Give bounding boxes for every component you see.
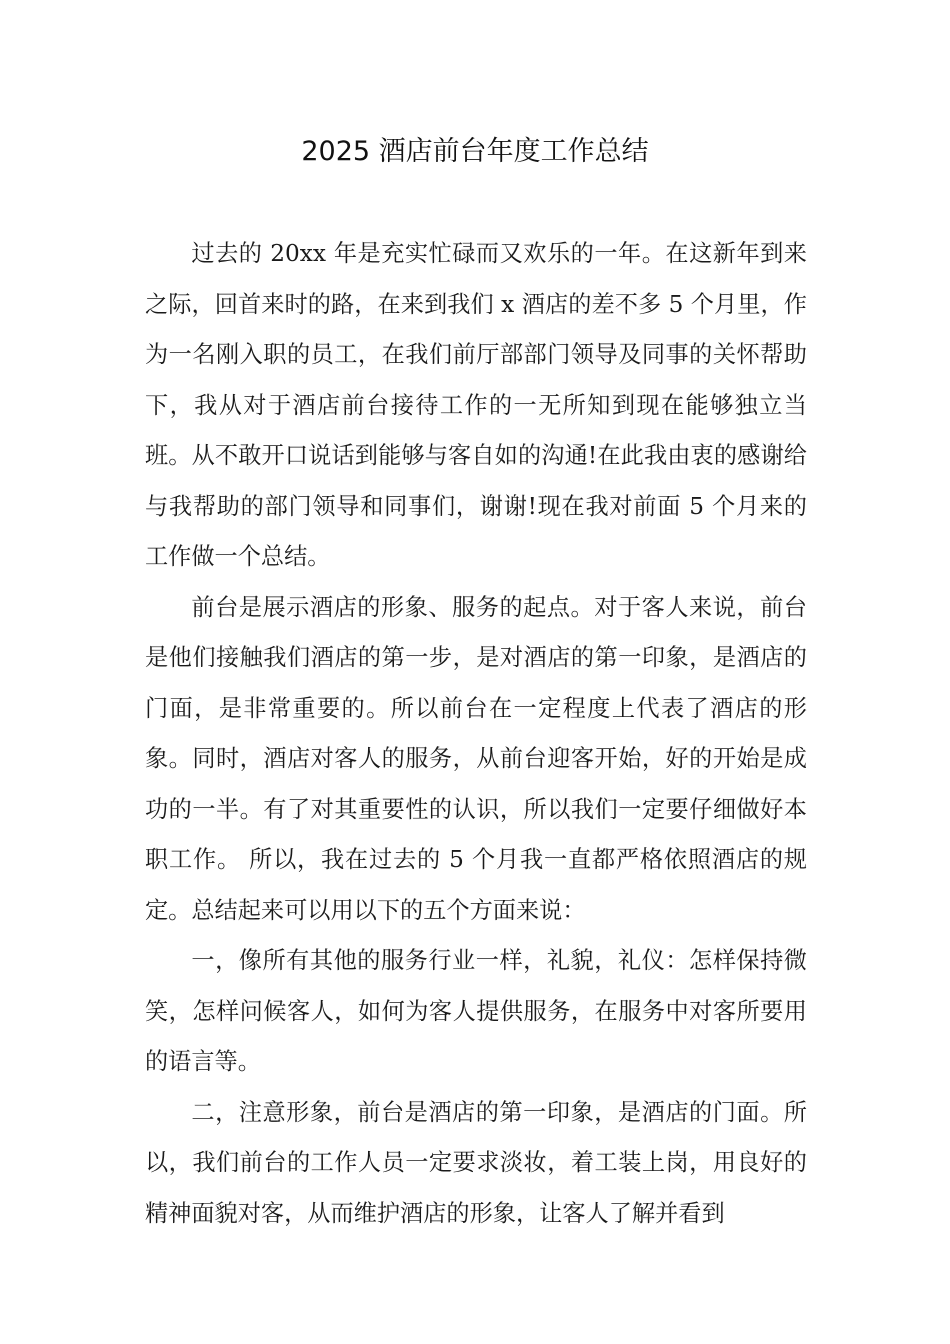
paragraph-4: 二，注意形象，前台是酒店的第一印象，是酒店的门面。所以，我们前台的工作人员一定要求淡妆，着工装上岗，用良好的精神面貌对客，从而维护酒店的形象，让客人了解并看到: [145, 1098, 807, 1227]
paragraph-2: 前台是展示酒店的形象、服务的起点。对于客人来说，前台是他们接触我们酒店的第一步，是对酒店的第一印象，是酒店的门面，是非常重要的。所以前台在一定程度上代表了酒店的形象。同时，酒店对客人的服务，从前台迎客开始，好的开始是成功的一半。有了对其重要性的认识，所以我们一定要仔细做好本职工作。 所以，我在过去的 5 个月我一直都严格依照酒店的规定。总结起来可以用以下的五个方面来说：: [145, 593, 807, 924]
paragraph-1: 过去的 20xx 年是充实忙碌而又欢乐的一年。在这新年到来之际，回首来时的路，在来到我们 x 酒店的差不多 5 个月里，作为一名刚入职的员工，在我们前厅部部门领导及同事的关怀帮助下，我从对于酒店前台接待工作的一无所知到现在能够独立当班。从不敢开口说话到能够与客自如的沟通!在此我由衷的感谢给与我帮助的部门领导和同事们，谢谢!现在我对前面 5 个月来的工作做一个总结。: [145, 240, 807, 570]
document-title: 2025 酒店前台年度工作总结: [301, 136, 649, 167]
document-body: [145, 229, 807, 1239]
paragraph-3: 一，像所有其他的服务行业一样，礼貌，礼仪：怎样保持微笑，怎样问候客人，如何为客人提供服务，在服务中对客所要用的语言等。: [145, 947, 807, 1075]
